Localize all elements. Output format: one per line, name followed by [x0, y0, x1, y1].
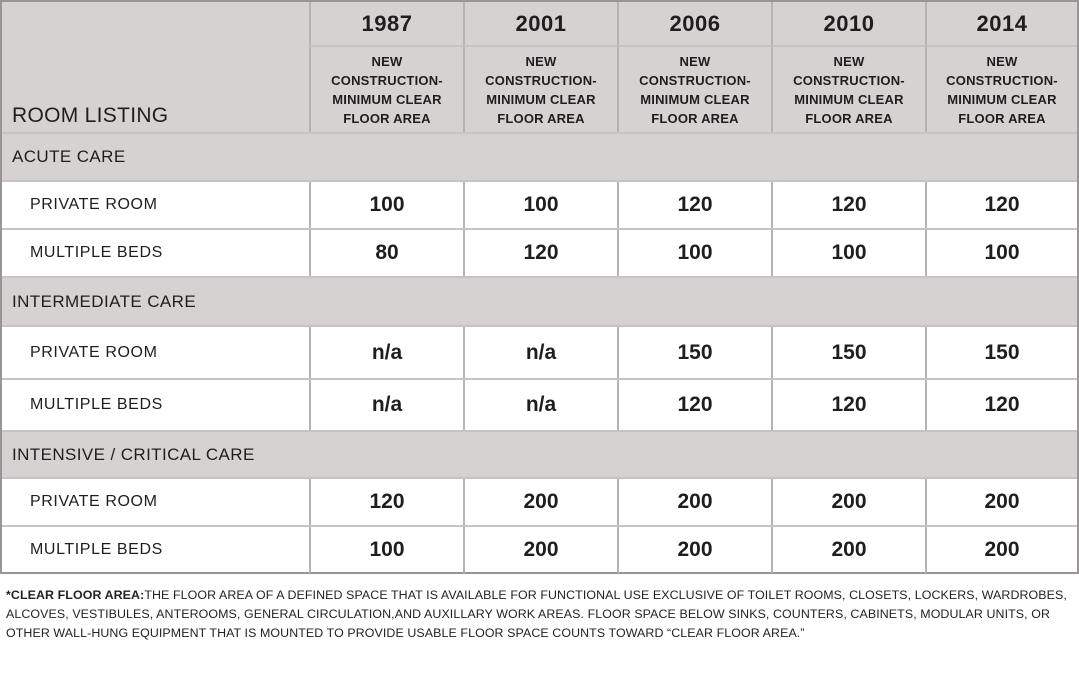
area-value-cell: 100 — [309, 182, 463, 228]
year-header: 2006 — [617, 2, 771, 45]
area-value-cell: 120 — [617, 182, 771, 228]
year-header: 2001 — [463, 2, 617, 45]
subheader-line: CONSTRUCTION- — [639, 72, 751, 88]
area-value-cell: 100 — [771, 230, 925, 276]
subheader-line: NEW — [679, 53, 711, 69]
footnote — [6, 586, 1074, 643]
area-value-cell: n/a — [309, 327, 463, 378]
area-value-cell: 200 — [925, 527, 1077, 573]
section-header-row — [2, 430, 1077, 477]
subheader-line: FLOOR AREA — [343, 110, 431, 126]
room-type-label: PRIVATE ROOM — [30, 196, 158, 213]
area-value-cell: 120 — [925, 380, 1077, 430]
subheader-line: NEW — [525, 53, 557, 69]
subheader-cell — [463, 45, 617, 132]
subheader-cell — [771, 45, 925, 132]
table-row — [2, 325, 1077, 378]
subheader-line: CONSTRUCTION- — [331, 72, 443, 88]
area-value-cell: 120 — [463, 230, 617, 276]
area-value-cell: n/a — [463, 327, 617, 378]
section-title: INTERMEDIATE CARE — [12, 291, 197, 311]
table-row — [2, 180, 1077, 228]
subheader-line: NEW — [986, 53, 1018, 69]
area-value-cell: n/a — [463, 380, 617, 430]
subheader-line: NEW — [833, 53, 865, 69]
subheader-cell — [925, 45, 1077, 132]
area-value-cell: 120 — [309, 479, 463, 525]
area-value-cell: 80 — [309, 230, 463, 276]
year-header: 2010 — [771, 2, 925, 45]
subheader-line: FLOOR AREA — [497, 110, 585, 126]
area-value-cell: 100 — [925, 230, 1077, 276]
footnote-term: *CLEAR FLOOR AREA: — [6, 588, 145, 602]
section-title: ACUTE CARE — [12, 147, 126, 166]
area-value-cell: 100 — [309, 527, 463, 573]
subheader-line: FLOOR AREA — [651, 110, 739, 126]
area-value-cell: 200 — [925, 479, 1077, 525]
room-type-label: MULTIPLE BEDS — [30, 541, 163, 558]
table-row — [2, 477, 1077, 525]
section-header-row — [2, 132, 1077, 180]
room-type-label: MULTIPLE BEDS — [30, 244, 163, 261]
subheader-cell — [309, 45, 463, 132]
subheader-line: NEW — [371, 53, 403, 69]
subheader-line: CONSTRUCTION- — [946, 72, 1058, 88]
room-type-label: PRIVATE ROOM — [30, 493, 158, 510]
area-value-cell: 120 — [925, 182, 1077, 228]
area-value-cell: 200 — [771, 479, 925, 525]
section-header-row — [2, 276, 1077, 325]
room-listing-heading: ROOM LISTING — [12, 104, 169, 127]
area-value-cell: 200 — [617, 527, 771, 573]
subheader-line: CONSTRUCTION- — [793, 72, 905, 88]
area-value-cell: 150 — [617, 327, 771, 378]
footnote-text: THE FLOOR AREA OF A DEFINED SPACE THAT IS AVAILABLE FOR FUNCTIONAL USE EXCLUSIVE OF TOILET ROOMS, CLOSETS, LOCKERS, WARDROBES, ALCOVES, VESTIBULES, ANTEROOMS, GENERAL CIRCULATION,AND AUXILLARY WORK AREAS. FLOOR SPACE BELOW SINKS, COUNTERS, CABINETS, MODULAR UNITS, OR OTHER WALL-HUNG EQUIPMENT THAT IS MOUNTED TO PROVIDE USABLE FLOOR SPACE COUNTS TOWARD “CLEAR FLOOR AREA.” — [6, 588, 1067, 640]
area-value-cell: 200 — [771, 527, 925, 573]
subheader-line: MINIMUM CLEAR — [486, 91, 596, 107]
area-value-cell: 120 — [771, 380, 925, 430]
subheader-line: FLOOR AREA — [805, 110, 893, 126]
subheader-line: MINIMUM CLEAR — [640, 91, 750, 107]
subheader-line: MINIMUM CLEAR — [332, 91, 442, 107]
area-value-cell: 200 — [463, 527, 617, 573]
table-row — [2, 525, 1077, 573]
room-type-label: MULTIPLE BEDS — [30, 396, 163, 413]
area-value-cell: 150 — [771, 327, 925, 378]
subheader-line: FLOOR AREA — [958, 110, 1046, 126]
table-row — [2, 378, 1077, 430]
subheader-line: MINIMUM CLEAR — [947, 91, 1057, 107]
area-value-cell: n/a — [309, 380, 463, 430]
area-value-cell: 200 — [463, 479, 617, 525]
area-value-cell: 100 — [463, 182, 617, 228]
subheader-line: CONSTRUCTION- — [485, 72, 597, 88]
area-value-cell: 150 — [925, 327, 1077, 378]
area-value-cell: 120 — [617, 380, 771, 430]
subheader-line: MINIMUM CLEAR — [794, 91, 904, 107]
year-header: 1987 — [309, 2, 463, 45]
table-row — [2, 228, 1077, 276]
subheader-cell — [617, 45, 771, 132]
table-header — [2, 2, 1077, 132]
year-header: 2014 — [925, 2, 1077, 45]
area-value-cell: 120 — [771, 182, 925, 228]
section-title: INTENSIVE / CRITICAL CARE — [12, 444, 255, 464]
room-type-label: PRIVATE ROOM — [30, 343, 158, 361]
area-value-cell: 200 — [617, 479, 771, 525]
area-value-cell: 100 — [617, 230, 771, 276]
